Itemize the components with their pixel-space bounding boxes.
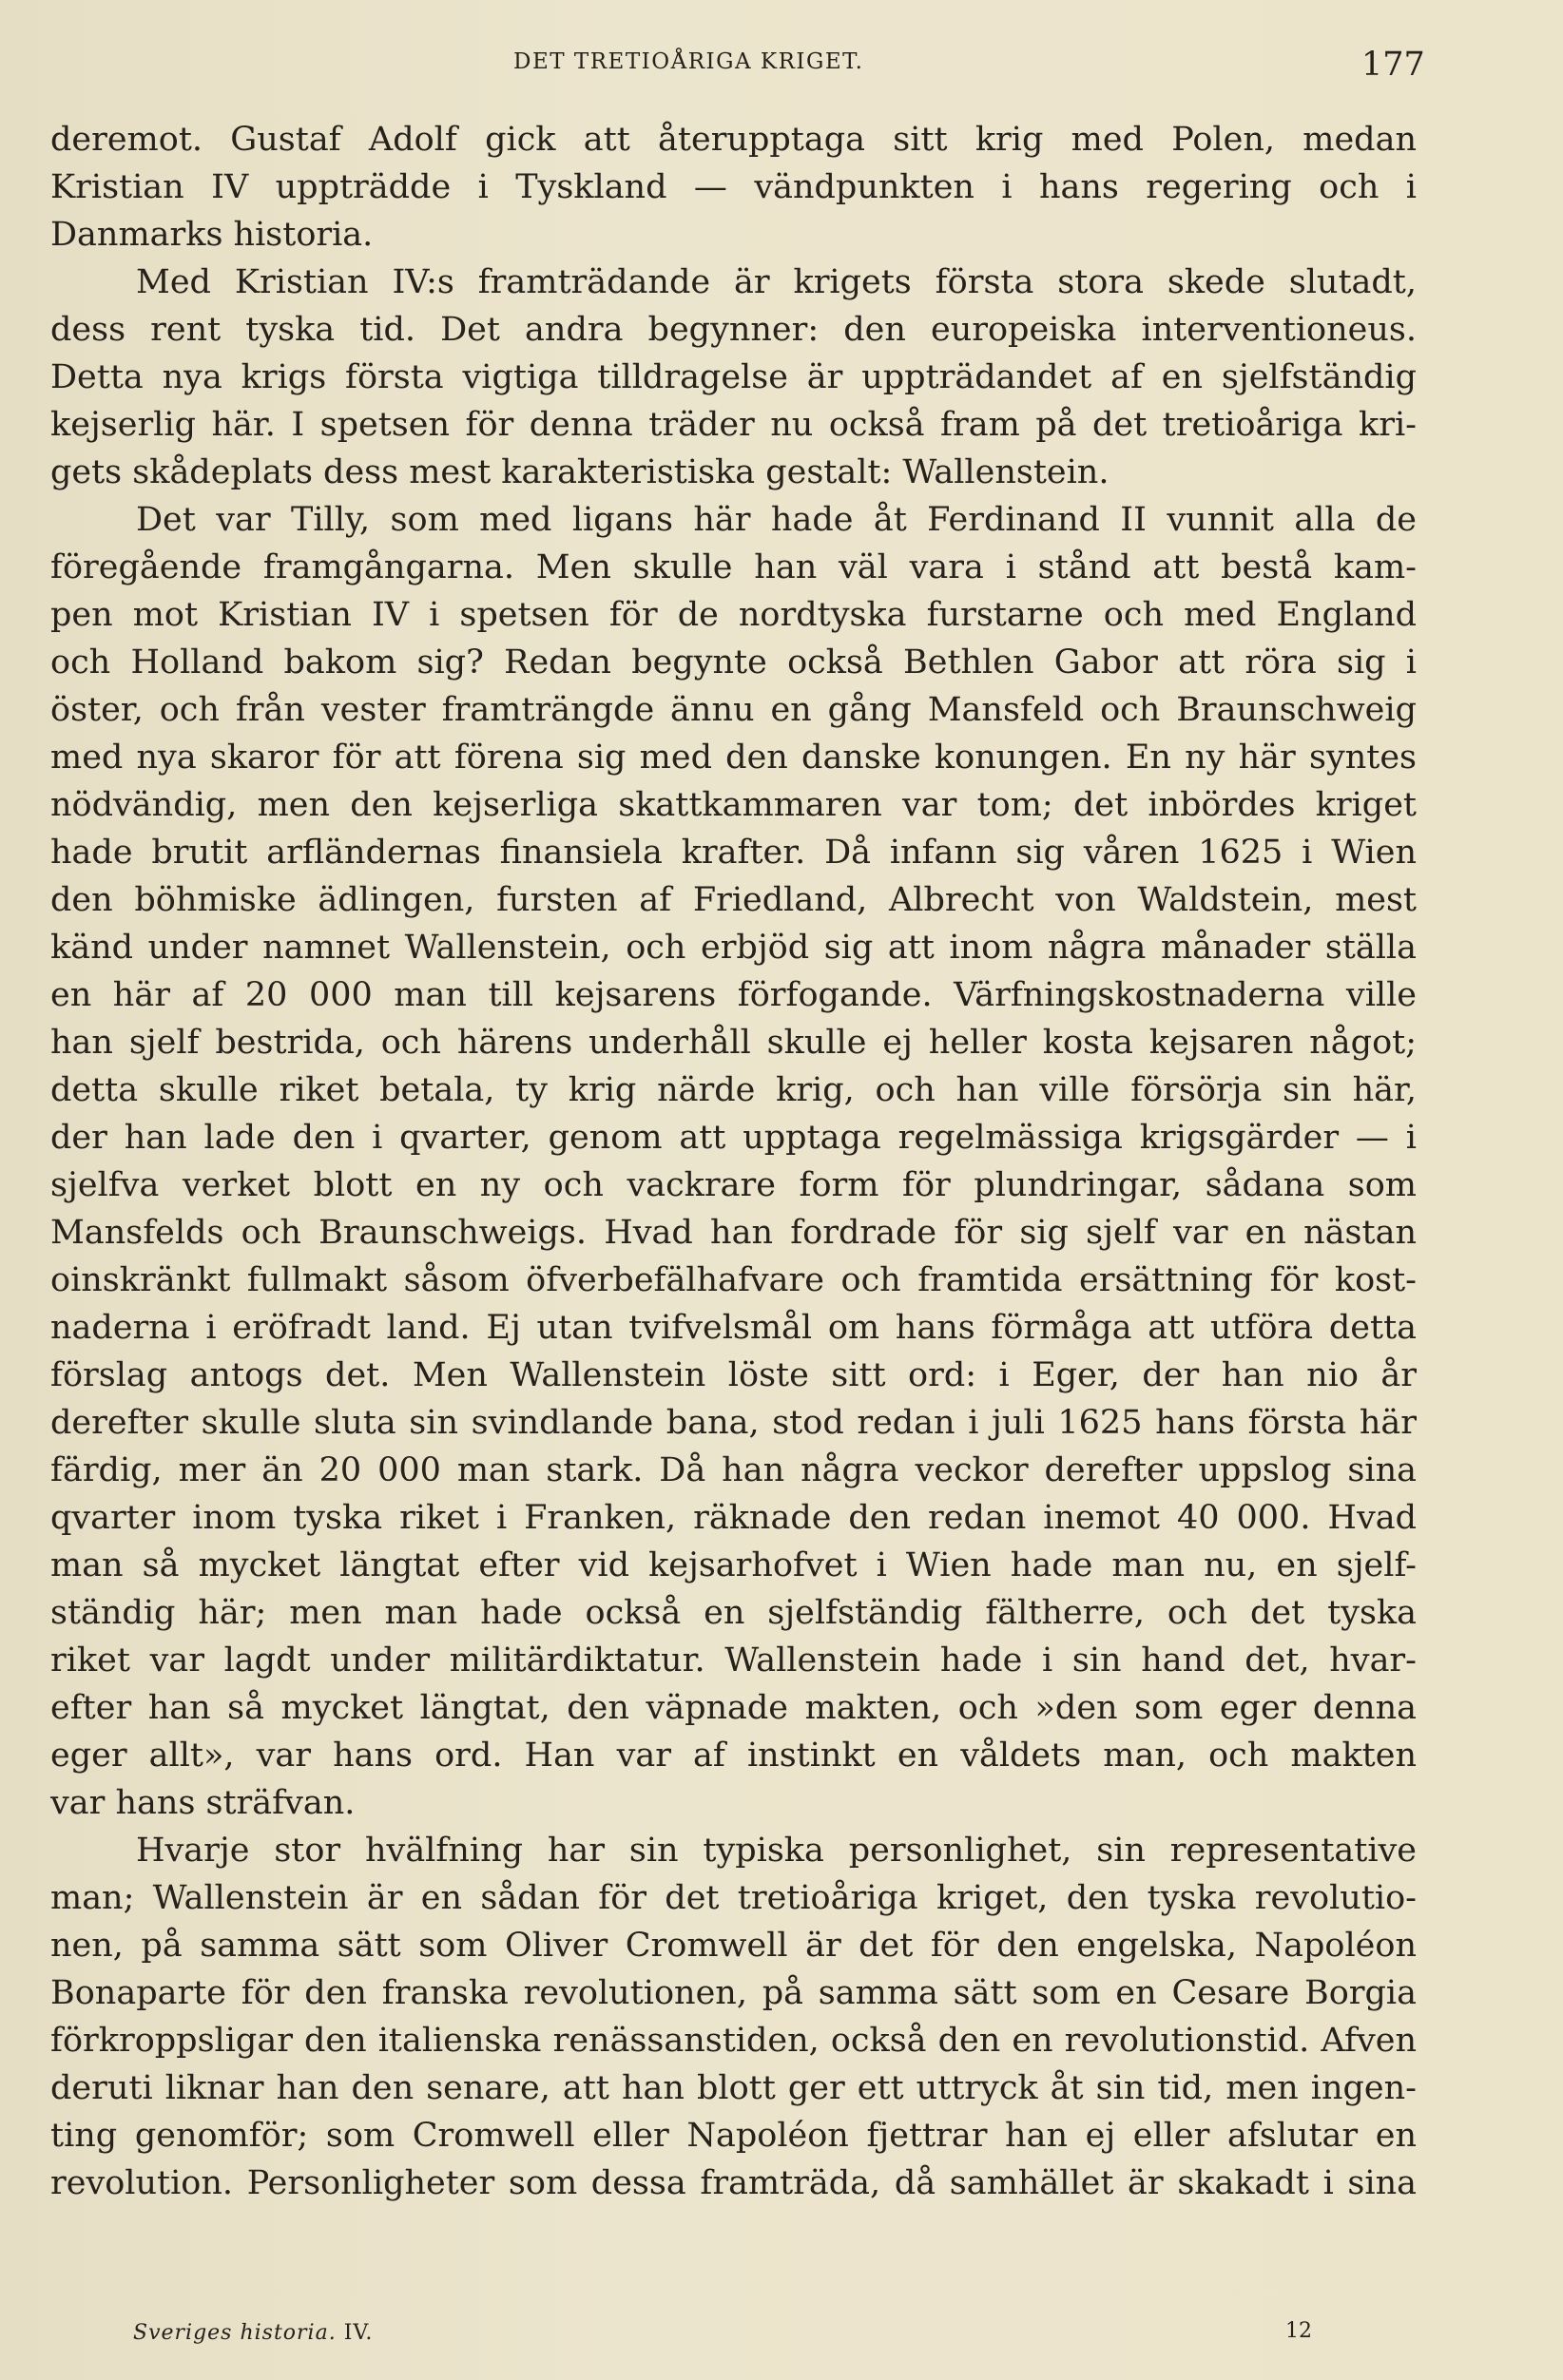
- text-line: deremot. Gustaf Adolf gick att återupptaga sitt krig med Polen, medan: [50, 121, 1417, 159]
- text-line: Kristian IV uppträdde i Tyskland — vändpunkten i hans regering och i: [50, 168, 1417, 206]
- text-line: dess rent tyska tid. Det andra begynner: den europeiska interventioneus.: [50, 311, 1417, 349]
- text-line: Med Kristian IV:s framträdande är krigets första stora skede slutadt,: [136, 263, 1417, 301]
- text-line: pen mot Kristian IV i spetsen för de nordtyska furstarne och med England: [50, 596, 1417, 634]
- page-number: 177: [1361, 46, 1425, 84]
- text-line: revolution. Personligheter som dessa framträda, då samhället är skakadt i sina: [50, 2164, 1417, 2202]
- text-line: Danmarks historia.: [50, 216, 374, 254]
- text-line: man; Wallenstein är en sådan för det tretioåriga kriget, den tyska revolutio-: [50, 1879, 1417, 1917]
- text-line: Bonaparte för den franska revolutionen, på samma sätt som en Cesare Borgia: [50, 1974, 1417, 2012]
- text-line: man så mycket längtat efter vid kejsarhofvet i Wien hade man nu, en sjelf-: [50, 1546, 1417, 1584]
- text-line: hade brutit arfländernas finansiela krafter. Då infann sig våren 1625 i Wien: [50, 834, 1417, 872]
- text-line: Mansfelds och Braunschweigs. Hvad han fordrade för sig sjelf var en nästan: [50, 1214, 1417, 1252]
- text-line: gets skådeplats dess mest karakteristiska gestalt: Wallenstein.: [50, 453, 1110, 491]
- text-line: efter han så mycket längtat, den väpnade makten, och »den som eger denna: [50, 1689, 1417, 1727]
- running-title: DET TRETIOÅRIGA KRIGET.: [513, 49, 864, 74]
- footer-book-title: [133, 2321, 373, 2345]
- text-line: nen, på samma sätt som Oliver Cromwell är det för den engelska, Napoléon: [50, 1927, 1417, 1965]
- text-line: och Holland bakom sig? Redan begynte också Bethlen Gabor att röra sig i: [50, 643, 1417, 681]
- text-line: qvarter inom tyska riket i Franken, räknade den redan inemot 40 000. Hvad: [50, 1499, 1417, 1537]
- signature-mark: 12: [1285, 2319, 1312, 2343]
- text-line: Det var Tilly, som med ligans här hade åt Ferdinand II vunnit alla de: [136, 501, 1417, 539]
- text-line: derefter skulle sluta sin svindlande bana, stod redan i juli 1625 hans första här: [50, 1404, 1417, 1442]
- text-line: Detta nya krigs första vigtiga tilldragelse är uppträdandet af en sjelfständig: [50, 358, 1417, 396]
- text-line: ständig här; men man hade också en sjelfständig fältherre, och det tyska: [50, 1594, 1417, 1632]
- text-line: riket var lagdt under militärdiktatur. Wallenstein hade i sin hand det, hvar-: [50, 1641, 1417, 1679]
- footer-book-title-text: Sveriges historia.: [133, 2321, 337, 2345]
- text-line: den böhmiske ädlingen, fursten af Friedland, Albrecht von Waldstein, mest: [50, 881, 1417, 919]
- text-line: färdig, mer än 20 000 man stark. Då han några veckor derefter uppslog sina: [50, 1451, 1417, 1489]
- body-text: [50, 116, 1417, 2236]
- text-line: detta skulle riket betala, ty krig närde krig, och han ville försörja sin här,: [50, 1071, 1417, 1109]
- text-line: känd under namnet Wallenstein, och erbjöd sig att inom några månader ställa: [50, 929, 1417, 967]
- text-line: var hans sträfvan.: [50, 1784, 356, 1822]
- text-line: med nya skaror för att förena sig med den danske konungen. En ny här syntes: [50, 739, 1417, 777]
- text-line: naderna i eröfradt land. Ej utan tvifvelsmål om hans förmåga att utföra detta: [50, 1309, 1417, 1347]
- text-line: öster, och från vester framträngde ännu en gång Mansfeld och Braunschweig: [50, 691, 1417, 729]
- footer-volume: IV.: [343, 2321, 374, 2345]
- text-line: deruti liknar han den senare, att han blott ger ett uttryck åt sin tid, men ingen-: [50, 2069, 1417, 2107]
- text-line: der han lade den i qvarter, genom att upptaga regelmässiga krigsgärder — i: [50, 1119, 1417, 1157]
- text-line: kejserlig här. I spetsen för denna träder nu också fram på det tretioåriga kri-: [50, 406, 1417, 444]
- text-line: förkroppsligar den italienska renässanstiden, också den en revolutionstid. Afven: [50, 2022, 1417, 2060]
- text-line: Hvarje stor hvälfning har sin typiska personlighet, sin representative: [136, 1832, 1417, 1870]
- text-line: förslag antogs det. Men Wallenstein löste sitt ord: i Eger, der han nio år: [50, 1356, 1417, 1394]
- text-line: föregående framgångarna. Men skulle han väl vara i stånd att bestå kam-: [50, 548, 1417, 586]
- text-line: nödvändig, men den kejserliga skattkammaren var tom; det inbördes kriget: [50, 786, 1417, 824]
- text-line: eger allt», var hans ord. Han var af instinkt en våldets man, och makten: [50, 1737, 1417, 1775]
- text-line: sjelfva verket blott en ny och vackrare form för plundringar, sådana som: [50, 1166, 1417, 1204]
- text-line: oinskränkt fullmakt såsom öfverbefälhafvare och framtida ersättning för kost-: [50, 1261, 1417, 1299]
- text-line: ting genomför; som Cromwell eller Napoléon fjettrar han ej eller afslutar en: [50, 2117, 1417, 2155]
- running-head: [0, 46, 1563, 97]
- text-line: han sjelf bestrida, och härens underhåll skulle ej heller kosta kejsaren något;: [50, 1024, 1417, 1062]
- page-footer: [0, 2321, 1563, 2359]
- text-line: en här af 20 000 man till kejsarens förfogande. Värfningskostnaderna ville: [50, 976, 1417, 1014]
